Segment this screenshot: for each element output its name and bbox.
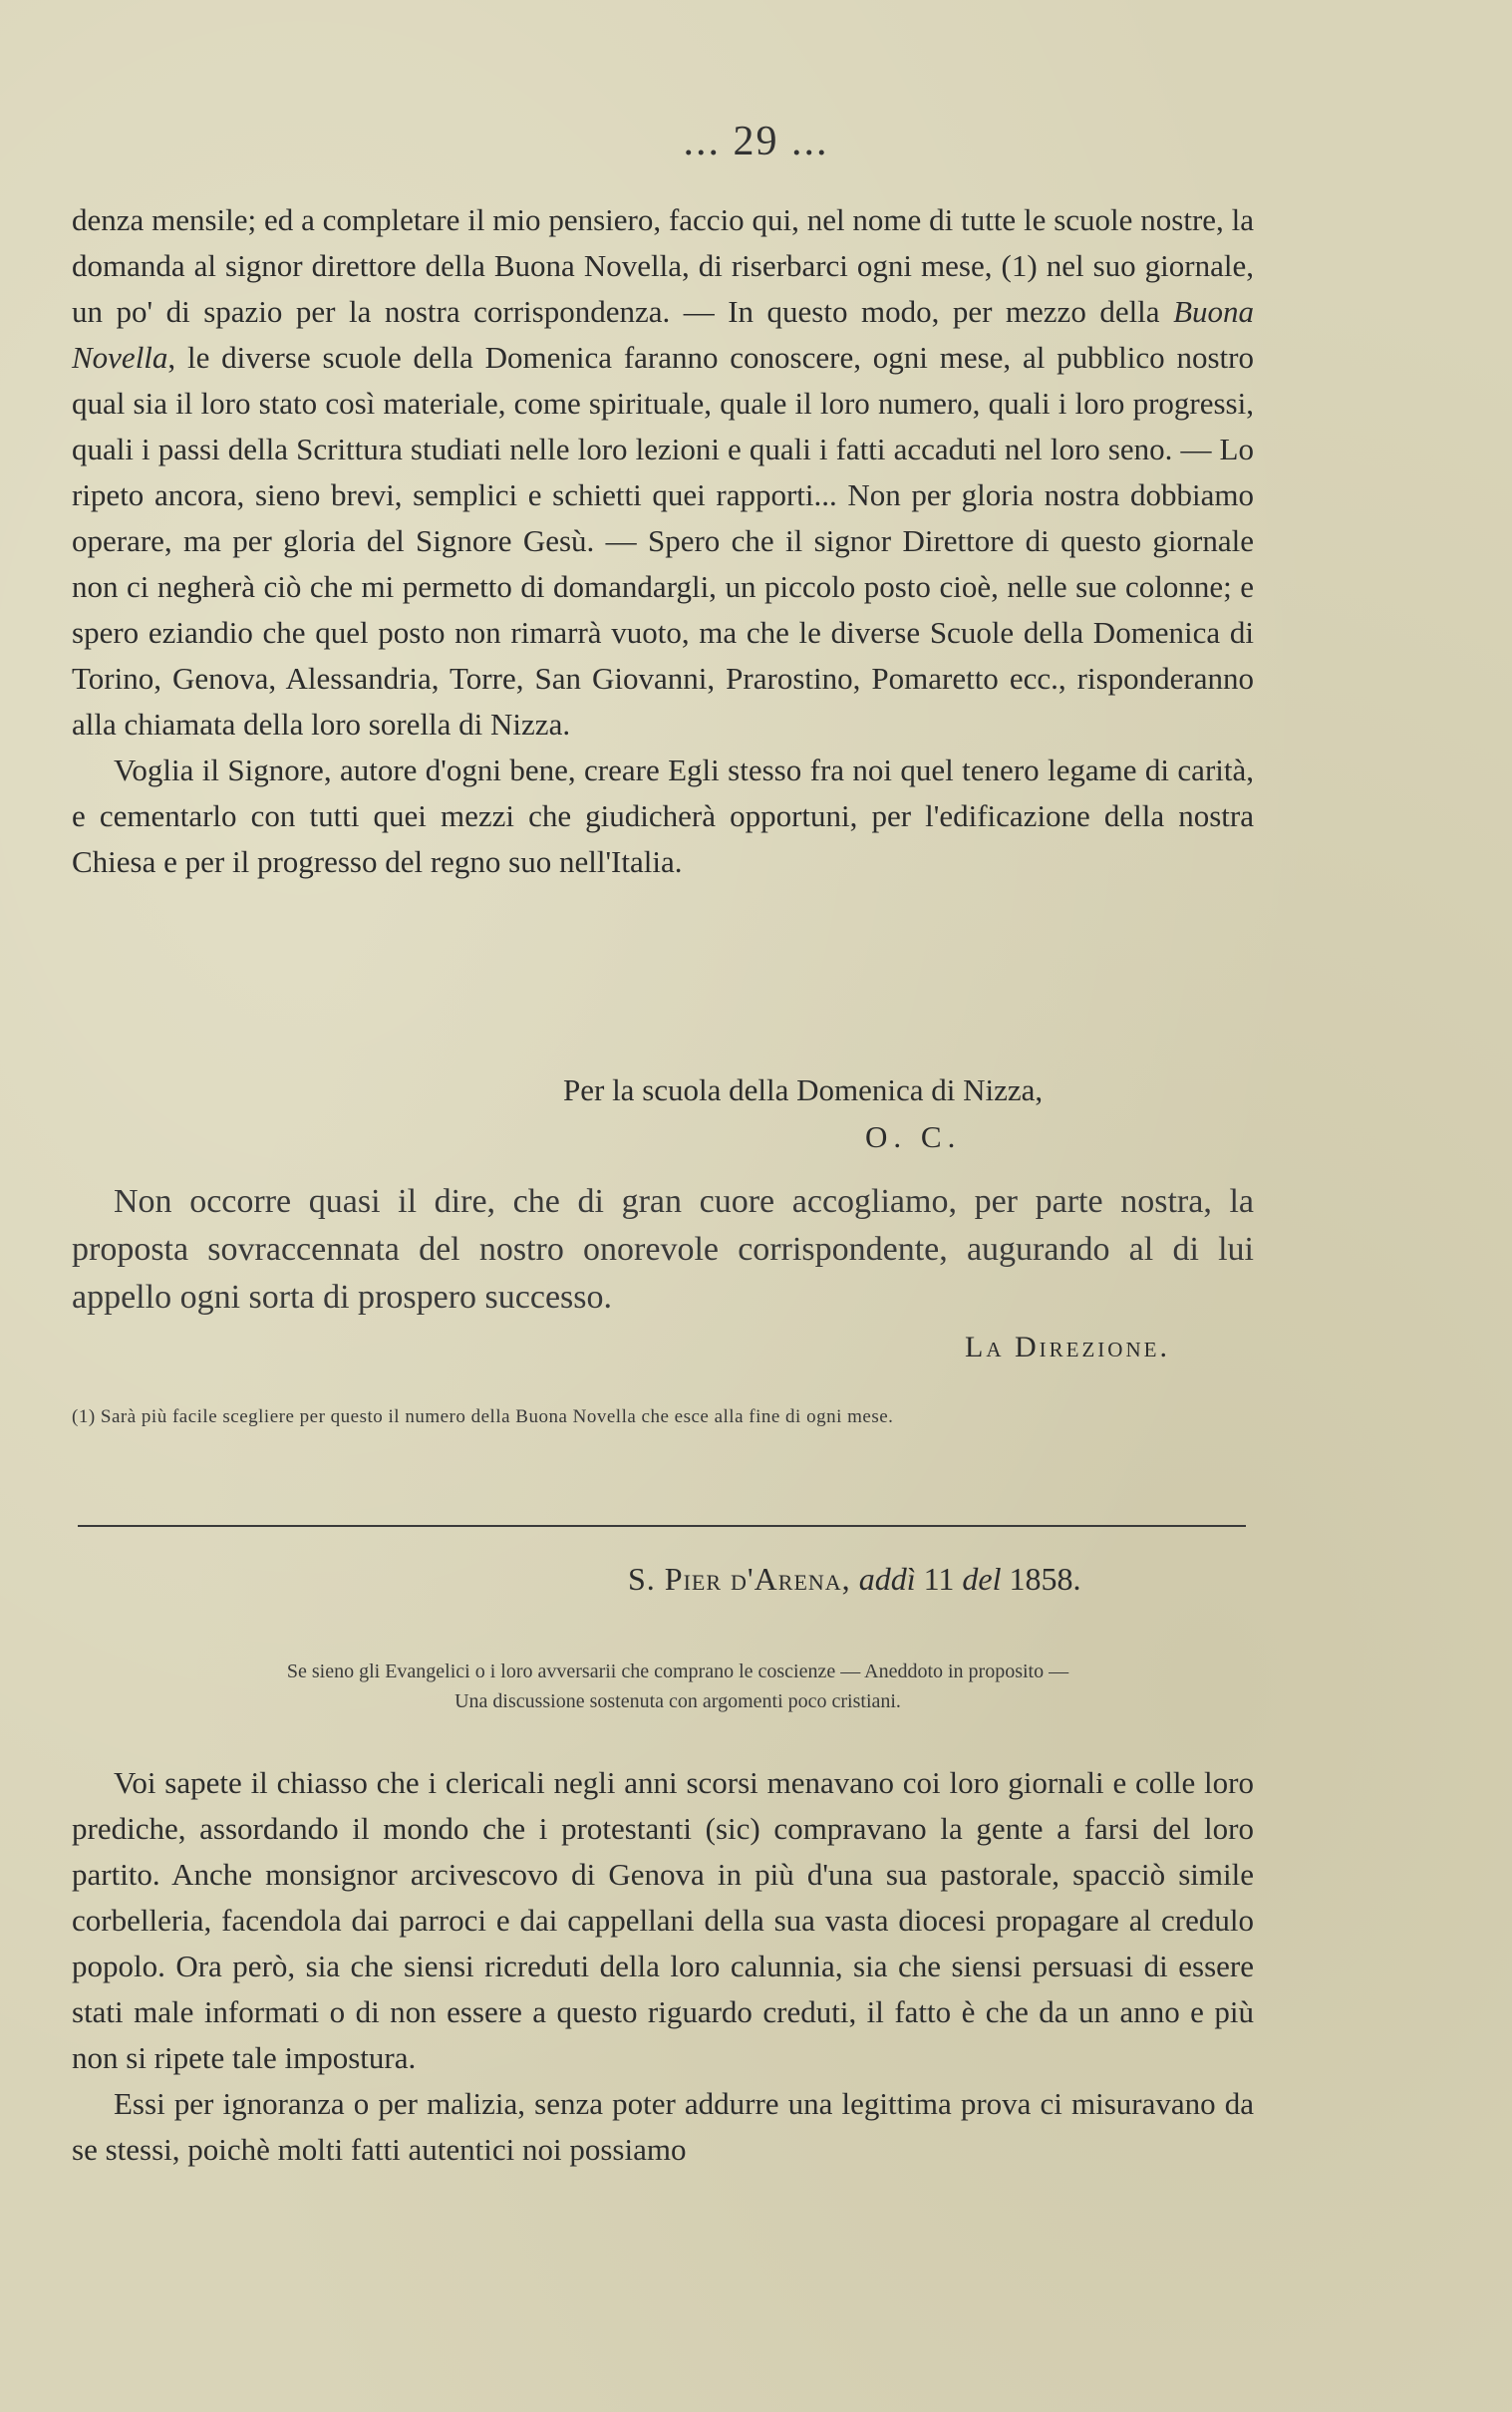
article-body (72, 1760, 1254, 2173)
dateline (628, 1561, 1080, 1598)
letter-paragraph-1-rest: , le diverse scuole della Domenica faranno conoscere, ogni mese, al pubblico nostro qual sia il loro stato così materiale, come spirituale, quale il loro numero, quali i loro progressi, quali i passi della Scrittura studiati nelle loro lezioni e quali i fatti accaduti nel loro seno. — Lo ripeto ancora, sieno brevi, semplici e schietti quei rapporti... Non per gloria nostra dobbiamo operare, ma per gloria del Signore Gesù. — Spero che il signor Direttore di questo giornale non ci negherà ciò che mi permetto di domandargli, un piccolo posto cioè, nelle sue colonne; e spero eziandio che quel posto non rimarrà vuoto, ma che le diverse Scuole della Domenica di Torino, Genova, Alessandria, Torre, San Giovanni, Prarostino, Pomaretto ecc., risponderanno alla chiamata della loro sorella di Nizza. (72, 340, 1254, 742)
letter-paragraph-1 (72, 197, 1254, 748)
footnote: (1) Sarà più facile scegliere per questo il numero della Buona Novella che esce alla fine di ogni mese. (72, 1406, 894, 1427)
dateline-addi: addì (858, 1561, 916, 1597)
article-paragraph-1: Voi sapete il chiasso che i clericali negli anni scorsi menavano coi loro giornali e colle loro prediche, assordando il mondo che i protestanti (sic) compravano la gente a farsi del loro partito. Anche monsignor arcivescovo di Genova in più d'una sua pastorale, spacciò simile corbelleria, facendola dai parroci e dai cappellani della sua vasta diocesi propagare al credulo popolo. Ora però, sia che siensi ricreduti della loro calunnia, sia che siensi persuasi di essere stati male informati o di non essere a questo riguardo creduti, il fatto è che da un anno e più non si ripete tale impostura. (72, 1765, 1254, 2075)
section-divider (78, 1525, 1246, 1527)
summary-line-1: Se sieno gli Evangelici o i loro avversarii che comprano le coscienze — Aneddoto in proposito — (286, 1660, 1069, 1682)
letter-body (72, 197, 1254, 885)
letter-paragraph-1-italic: Buona Novella (72, 294, 1254, 375)
letter-paragraph-2: Voglia il Signore, autore d'ogni bene, creare Egli stesso fra noi quel tenero legame di carità, e cementarlo con tutti quei mezzi che giudicherà opportuni, per l'edificazione della nostra Chiesa e per il progresso del regno suo nell'Italia. (72, 753, 1254, 879)
letter-signature-initials: O. C. (865, 1119, 962, 1154)
summary-line-2: Una discussione sostenuta con argomenti poco cristiani. (454, 1690, 901, 1712)
editorial-note (72, 1178, 1254, 1322)
letter-paragraph-1-start: denza mensile; ed a completare il mio pensiero, faccio qui, nel nome di tutte le scuole nostre, la domanda al signor direttore della Buona Novella, di riserbarci ogni mese, (1) nel suo giornale, un po' di spazio per la nostra corrispondenza. — In questo modo, per mezzo della (72, 202, 1254, 329)
page-number: ... 29 ... (683, 119, 829, 164)
dateline-day: 11 (923, 1561, 955, 1597)
dateline-place: S. Pier d'Arena, (628, 1561, 851, 1597)
letter-signature-place: Per la scuola della Domenica di Nizza, (563, 1072, 1044, 1107)
editorial-signature: La Direzione. (965, 1331, 1170, 1363)
editorial-text: Non occorre quasi il dire, che di gran cuore accogliamo, per parte nostra, la proposta sovraccennata del nostro onorevole corrispondente, augurando al di lui appello ogni sorta di prospero successo. (72, 1183, 1254, 1316)
article-summary (100, 1657, 1256, 1716)
dateline-del: del (962, 1561, 1002, 1597)
article-paragraph-2: Essi per ignoranza o per malizia, senza poter addurre una legittima prova ci misuravano da se stessi, poichè molti fatti autentici noi possiamo (72, 2086, 1254, 2167)
dateline-year: 1858. (1009, 1561, 1081, 1597)
